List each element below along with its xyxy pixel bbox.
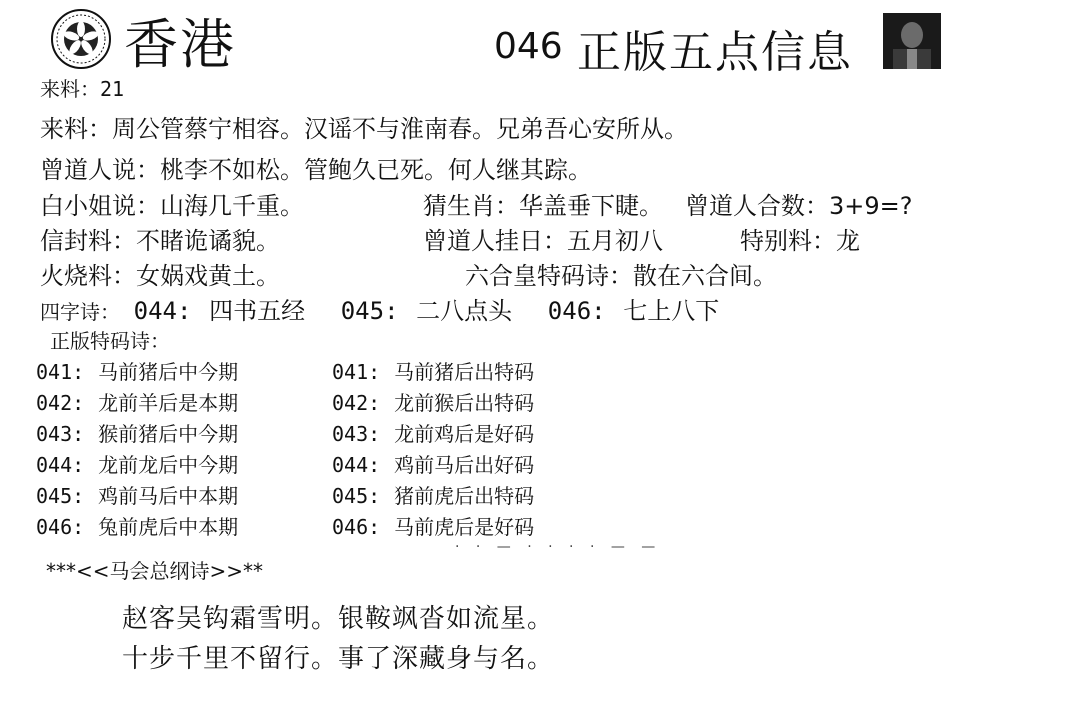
envelope-text: 不睹诡谲貌。 bbox=[136, 227, 280, 255]
source-count-line bbox=[40, 73, 124, 102]
poem-text: 马前虎后是好码 bbox=[394, 515, 535, 539]
poem-no: 041: bbox=[36, 360, 85, 384]
source-poem-text: 周公管蔡宁相容。汉谣不与淮南春。兄弟吾心安所从。 bbox=[112, 115, 688, 143]
poem-text: 兔前虎后中本期 bbox=[98, 515, 239, 539]
poem-text: 马前猪后出特码 bbox=[394, 360, 535, 384]
poem-row bbox=[36, 480, 238, 509]
zeng-sum-text: 3+9=? bbox=[829, 192, 913, 220]
page-title: 正版五点信息 bbox=[577, 27, 853, 78]
four-char-text: 二八点头 bbox=[416, 297, 513, 325]
special-text: 龙 bbox=[836, 227, 860, 255]
zeng-calendar-label: 曾道人挂日： bbox=[423, 227, 567, 255]
source-count-value: 21 bbox=[100, 77, 125, 101]
poem-no: 042: bbox=[332, 391, 381, 415]
fire-text: 女娲戏黄土。 bbox=[136, 262, 280, 290]
four-char-label: 四字诗： bbox=[40, 300, 120, 324]
poem-text: 猪前虎后出特码 bbox=[394, 484, 535, 508]
zeng-says-line bbox=[40, 150, 592, 185]
poem-row bbox=[332, 356, 534, 385]
liuhe-text: 散在六合间。 bbox=[633, 262, 777, 290]
special-line bbox=[740, 221, 860, 256]
zeng-sum-line bbox=[685, 186, 913, 221]
guess-zodiac-line bbox=[423, 186, 663, 221]
region-title: 香港 bbox=[124, 13, 236, 76]
zeng-sum-label: 曾道人合数： bbox=[685, 192, 829, 220]
zeng-calendar-text: 五月初八 bbox=[567, 227, 663, 255]
poem-no: 042: bbox=[36, 391, 85, 415]
fire-line bbox=[40, 256, 280, 291]
poem-no: 043: bbox=[36, 422, 85, 446]
four-char-no: 044: bbox=[133, 297, 192, 325]
guess-zodiac-text: 华盖垂下睫。 bbox=[519, 192, 663, 220]
poem-row bbox=[332, 511, 534, 540]
special-label: 特别料： bbox=[740, 227, 836, 255]
guess-zodiac-label: 猜生肖： bbox=[423, 192, 519, 220]
poem-text: 马前猪后中今期 bbox=[98, 360, 239, 384]
poem-text: 龙前猴后出特码 bbox=[394, 391, 535, 415]
zeng-calendar-line bbox=[423, 221, 663, 256]
poem-text: 龙前鸡后是好码 bbox=[394, 422, 535, 446]
envelope-label: 信封料： bbox=[40, 227, 136, 255]
hong-kong-emblem bbox=[50, 8, 112, 70]
poem-no: 046: bbox=[36, 515, 85, 539]
poem-row bbox=[332, 480, 534, 509]
poem-row bbox=[36, 356, 238, 385]
poem-text: 龙前龙后中今期 bbox=[98, 453, 239, 477]
issue-number: 046 bbox=[494, 26, 563, 67]
four-char-no: 046: bbox=[547, 297, 606, 325]
liuhe-label: 六合皇特码诗： bbox=[465, 262, 633, 290]
portrait-image bbox=[883, 13, 941, 69]
special-poem-heading: 正版特码诗： bbox=[50, 329, 170, 353]
poem-row bbox=[36, 511, 238, 540]
footer-poem-line-2: 十步千里不留行。事了深藏身与名。 bbox=[122, 644, 555, 674]
poem-text: 猴前猪后中今期 bbox=[98, 422, 239, 446]
poem-row bbox=[36, 449, 238, 478]
footer-poem-line-1: 赵客吴钩霜雪明。银鞍飒沓如流星。 bbox=[122, 604, 555, 634]
footer-heading: ***<<马会总纲诗>>** bbox=[46, 559, 264, 583]
source-count-label: 来料： bbox=[40, 77, 100, 101]
poem-row bbox=[36, 387, 238, 416]
poem-row bbox=[332, 449, 534, 478]
four-char-no: 045: bbox=[340, 297, 399, 325]
poem-no: 043: bbox=[332, 422, 381, 446]
four-char-line bbox=[40, 291, 719, 326]
envelope-line bbox=[40, 221, 280, 256]
poem-text: 鸡前马后出好码 bbox=[394, 453, 535, 477]
poem-row bbox=[332, 418, 534, 447]
fire-label: 火烧料： bbox=[40, 262, 136, 290]
poem-no: 041: bbox=[332, 360, 381, 384]
source-poem-line bbox=[40, 109, 688, 144]
source-poem-label: 来料： bbox=[40, 115, 112, 143]
poem-text: 鸡前马后中本期 bbox=[98, 484, 239, 508]
four-char-text: 四书五经 bbox=[209, 297, 306, 325]
zeng-says-label: 曾道人说： bbox=[40, 156, 160, 184]
poem-no: 044: bbox=[332, 453, 381, 477]
poem-no: 044: bbox=[36, 453, 85, 477]
poem-row bbox=[332, 387, 534, 416]
miss-says-text: 山海几千重。 bbox=[160, 192, 304, 220]
miss-says-line bbox=[40, 186, 304, 221]
miss-says-label: 白小姐说： bbox=[40, 192, 160, 220]
four-char-text: 七上八下 bbox=[623, 297, 720, 325]
poem-no: 046: bbox=[332, 515, 381, 539]
poem-row bbox=[36, 418, 238, 447]
poem-no: 045: bbox=[332, 484, 381, 508]
scan-dots-divider: · · — · · · · — — bbox=[455, 539, 662, 555]
poem-no: 045: bbox=[36, 484, 85, 508]
zeng-says-text: 桃李不如松。管鲍久已死。何人继其踪。 bbox=[160, 156, 592, 184]
liuhe-line bbox=[465, 256, 777, 291]
poem-text: 龙前羊后是本期 bbox=[98, 391, 239, 415]
